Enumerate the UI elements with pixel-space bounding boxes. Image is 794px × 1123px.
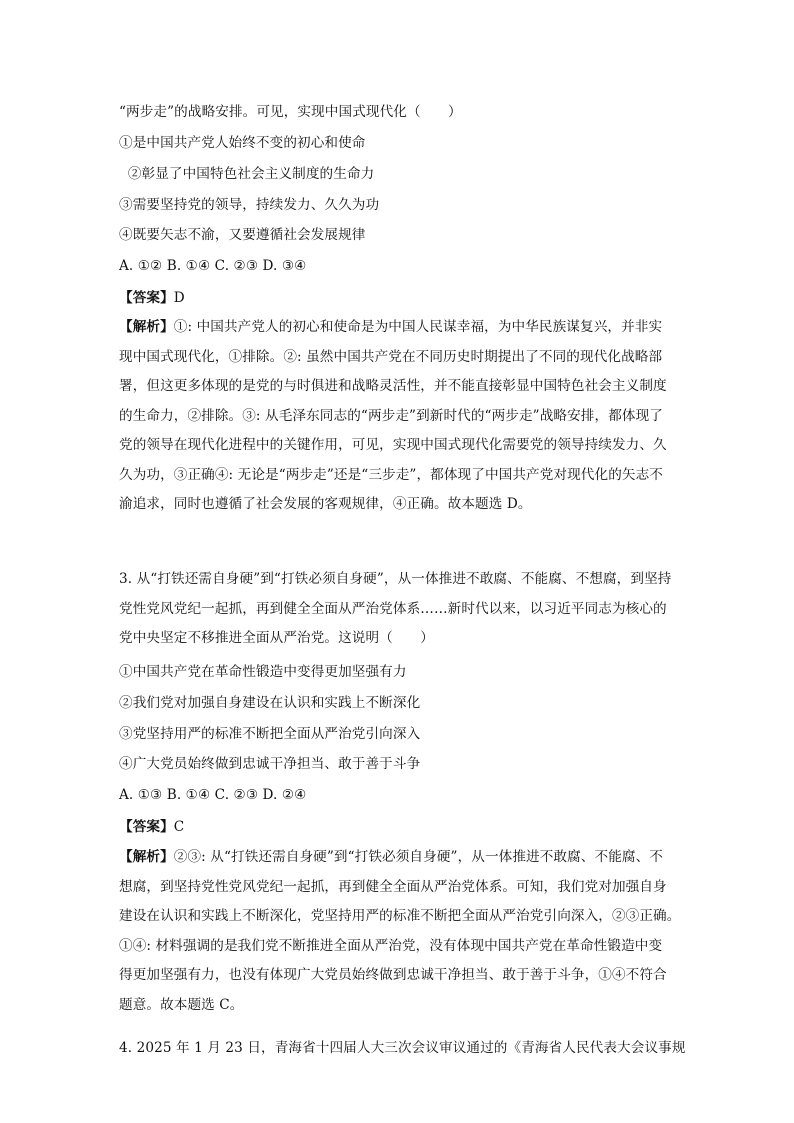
analysis-line-3: 建设在认识和实践上不断深化，党坚持用严的标准不断把全面从严治党引向深入，②③正确。	[119, 908, 681, 924]
question-2-item-4: ④既要矢志不渝，又要遵循社会发展规律	[119, 227, 366, 244]
analysis-line-1: ①: 中国共产党人的初心和使命是为中国人民谋幸福，为中华民族谋复兴，并非实	[173, 319, 663, 335]
question-2-answer	[119, 283, 679, 314]
analysis-line-2: 现中国式现代化，①排除。②: 虽然中国共产党在不同历史时期提出了不同的现代化战略部	[119, 348, 663, 365]
question-3-item-1: ①中国共产党在革命性锻造中变得更加坚强有力	[119, 664, 407, 680]
question-2-stem-tail: “两步走”的战略安排。可见，实现中国式现代化（ ）	[119, 104, 462, 120]
analysis-label: 【解析】	[119, 849, 174, 865]
analysis-line-5: 得更加坚强有力，也没有体现广大党员始终做到忠诚干净担当、敢于善于斗争，①④不符合	[119, 967, 667, 983]
question-2-item-2: ②彰显了中国特色社会主义制度的生命力	[119, 165, 375, 182]
question-3-choices: A. ①③ B. ①④ C. ②③ D. ②④	[119, 787, 307, 804]
question-3-stem-line-3: 党中央坚定不移推进全面从严治党。这说明（ ）	[119, 630, 434, 646]
analysis-line-6: 题意。故本题选 C。	[119, 996, 244, 1013]
question-2-stem	[119, 97, 679, 128]
question-3-stem-line-1: 3. 从“打铁还需自身硬”到“打铁必须自身硬”，从一体推进不敢腐、不能腐、不想腐，到坚持	[119, 571, 672, 587]
analysis-line-1: ②③: 从“打铁还需自身硬”到“打铁必须自身硬”，从一体推进不敢腐、不能腐、不	[173, 849, 663, 865]
question-2-choices: A. ①② B. ①④ C. ②③ D. ③④	[119, 258, 307, 275]
analysis-line-7: 渝追求，同时也遵循了社会发展的客观规律，④正确。故本题选 D。	[119, 496, 532, 512]
analysis-line-5: 党的领导在现代化进程中的关键作用，可见，实现中国式现代化需要党的领导持续发力、久	[119, 437, 667, 453]
analysis-line-4: ①④: 材料强调的是我们党不断推进全面从严治党，没有体现中国共产党在革命性锻造中变	[119, 937, 663, 954]
question-3-item-2: ②我们党对加强自身建设在认识和实践上不断深化	[119, 694, 421, 711]
question-2-items	[119, 128, 679, 282]
analysis-line-2: 想腐，到坚持党性党风党纪一起抓，再到健全全面从严治党体系。可知，我们党对加强自身	[119, 878, 667, 895]
question-2-item-1: ①是中国共产党人始终不变的初心和使命	[119, 135, 366, 151]
question-4-stem	[119, 1034, 686, 1064]
analysis-line-4: 的生命力，②排除。③: 从毛泽东同志的“两步走”到新时代的“两步走”战略安排，都体现了	[119, 407, 663, 424]
answer-value: C	[173, 819, 185, 835]
question-4-stem-line-1: 4. 2025 年 1 月 23 日，青海省十四届人大三次会议审议通过的《青海省人民代表大会议事规	[119, 1040, 686, 1056]
analysis-label: 【解析】	[119, 319, 174, 335]
question-2-analysis	[119, 313, 679, 520]
question-3-items	[119, 657, 679, 811]
analysis-line-6: 久为功，③正确④: 无论是“两步走”还是“三步走”，都体现了中国共产党对现代化的矢志不	[119, 466, 663, 483]
analysis-line-3: 署，但这更多体现的是党的与时俱进和战略灵活性，并不能直接彰显中国特色社会主义制度	[119, 378, 667, 394]
answer-value: D	[173, 290, 185, 306]
question-3-analysis	[119, 843, 679, 1020]
question-2-item-3: ③需要坚持党的领导，持续发力、久久为功	[119, 196, 380, 213]
answer-label: 【答案】	[119, 819, 174, 835]
question-3-stem	[119, 565, 679, 654]
question-3-item-4: ④广大党员始终做到忠诚干净担当、敢于善于斗争	[119, 756, 421, 773]
question-3-item-3: ③党坚持用严的标准不断把全面从严治党引向深入	[119, 725, 421, 742]
question-3-answer	[119, 812, 679, 843]
question-3-stem-line-2: 党性党风党纪一起抓，再到健全全面从严治党体系……新时代以来，以习近平同志为核心的	[119, 600, 667, 617]
answer-label: 【答案】	[119, 290, 174, 306]
